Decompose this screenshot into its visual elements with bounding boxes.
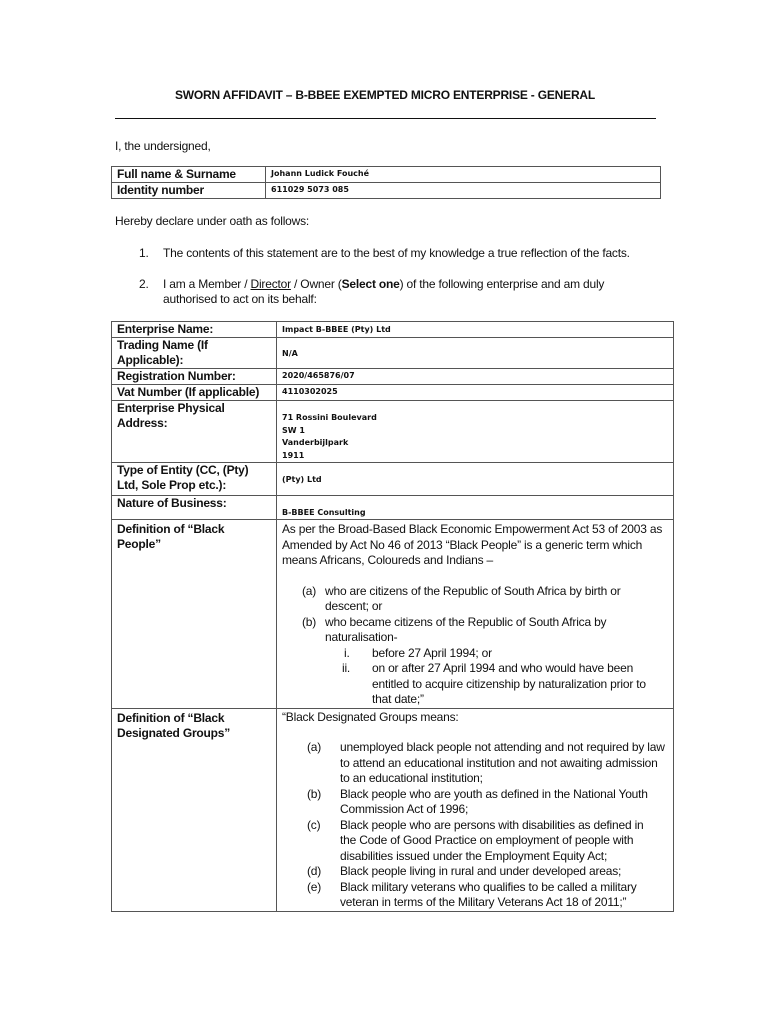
item-text: veteran in terms of the Military Veterans Act 18 of 2011;”: [340, 895, 627, 909]
black-people-label-line1: Definition of “Black: [117, 522, 225, 536]
item-marker: ii.: [342, 661, 351, 675]
physical-address-value: [277, 401, 674, 463]
item-text: on or after 27 April 1994 and who would have been: [372, 661, 634, 675]
item-text: Black people living in rural and under developed areas;: [340, 864, 622, 878]
statement-2-mid: / Owner (: [290, 277, 342, 291]
black-people-intro-1: As per the Broad-Based Black Economic Empowerment Act 53 of 2003 as: [282, 522, 663, 536]
designated-intro: “Black Designated Groups means:: [282, 709, 459, 724]
item-text: Black people who are persons with disabilities as defined in: [340, 817, 644, 832]
designated-groups-label: [112, 708, 277, 911]
statement-2-pre: I am a Member /: [163, 277, 251, 291]
black-people-label: [112, 520, 277, 709]
statement-1-text: The contents of this statement are to the best of my knowledge a true reflection of the facts.: [163, 246, 630, 260]
entity-type-label: [112, 463, 277, 496]
item-marker: (b): [302, 614, 317, 629]
item-text: Commission Act of 1996;: [340, 802, 469, 816]
physical-address-label-line2: Address:: [117, 416, 168, 430]
trading-name-label-line1: Trading Name (If: [117, 338, 208, 352]
registration-number-value: 2020/465876/07: [277, 369, 674, 385]
black-people-label-line2: People”: [117, 537, 161, 551]
black-people-intro-2: Amended by Act No 46 of 2013 “Black People” is a generic term which: [282, 537, 643, 552]
statement-1-number: 1.: [139, 246, 149, 260]
vat-number-value: 4110302025: [277, 385, 674, 401]
item-text: unemployed black people not attending and not required by law: [340, 740, 665, 754]
black-people-definition: [277, 520, 674, 709]
designated-groups-label-line1: Definition of “Black: [117, 710, 225, 725]
item-text: to attend an educational institution and not awaiting admission: [340, 755, 658, 770]
enterprise-table: [111, 321, 674, 912]
item-marker: (a): [302, 583, 317, 598]
item-text: naturalisation-: [325, 630, 398, 644]
designated-item-c: [282, 818, 673, 865]
entity-type-label-line1: Type of Entity (CC, (Pty): [117, 463, 249, 477]
item-text: before 27 April 1994; or: [372, 645, 492, 660]
item-marker: (c): [307, 817, 321, 832]
item-text: Black people who are youth as defined in the National Youth: [340, 786, 648, 801]
statement-2-post: ) of the following enterprise and am duly: [399, 277, 605, 291]
entity-type-label-line2: Ltd, Sole Prop etc.):: [117, 478, 227, 492]
black-people-item-b: [282, 615, 673, 646]
entity-type-value: (Pty) Ltd: [277, 463, 674, 496]
trading-name-value: N/A: [277, 338, 674, 369]
director-option: Director: [250, 277, 291, 291]
nature-of-business-label: Nature of Business:: [112, 496, 277, 520]
item-text: who became citizens of the Republic of South Africa by: [325, 614, 607, 629]
designated-item-a: [282, 740, 673, 787]
identity-number-label: Identity number: [112, 183, 266, 199]
title-divider: [115, 118, 656, 119]
designated-groups-definition: [277, 708, 674, 911]
identity-number-value: 611029 5073 085: [266, 183, 661, 199]
statement-2-line2: authorised to act on its behalf:: [163, 292, 317, 306]
designated-item-d: [282, 864, 673, 880]
physical-address-label-line1: Enterprise Physical: [117, 401, 225, 415]
item-text: who are citizens of the Republic of South Africa by birth or: [325, 583, 621, 598]
registration-number-label: Registration Number:: [112, 369, 277, 385]
address-line: Vanderbijlpark: [282, 438, 349, 447]
identity-table: [111, 166, 661, 199]
declare-text: Hereby declare under oath as follows:: [115, 214, 310, 228]
black-people-item-ii: [282, 661, 673, 708]
trading-name-label-line2: Applicable):: [117, 353, 184, 367]
item-marker: (b): [307, 786, 322, 801]
item-text: descent; or: [325, 599, 383, 613]
address-line: 71 Rossini Boulevard: [282, 413, 377, 422]
designated-groups-label-line2: Designated Groups”: [117, 725, 231, 740]
full-name-label: Full name & Surname: [112, 167, 266, 183]
item-text: entitled to acquire citizenship by naturalization prior to: [372, 676, 646, 691]
statement-2-number: 2.: [139, 277, 149, 291]
item-marker: (d): [307, 864, 322, 878]
select-one-label: Select one: [341, 277, 400, 291]
item-text: that date;”: [372, 692, 424, 706]
intro-text: I, the undersigned,: [115, 139, 211, 153]
black-people-item-i: [282, 646, 673, 662]
enterprise-name-value: Impact B-BBEE (Pty) Ltd: [277, 322, 674, 338]
black-people-item-a: [282, 584, 673, 615]
trading-name-label: [112, 338, 277, 369]
item-text: to an educational institution;: [340, 771, 483, 785]
address-line: SW 1: [282, 425, 305, 435]
designated-item-b: [282, 787, 673, 818]
physical-address-label: [112, 401, 277, 463]
nature-of-business-value: B-BBEE Consulting: [277, 496, 674, 520]
item-marker: (a): [307, 740, 322, 754]
item-marker: i.: [344, 645, 350, 660]
designated-item-e: [282, 880, 673, 911]
item-marker: (e): [307, 879, 322, 894]
black-people-intro-3: means Africans, Coloureds and Indians –: [282, 553, 493, 567]
document-title: SWORN AFFIDAVIT – B-BBEE EXEMPTED MICRO ENTERPRISE - GENERAL: [174, 88, 596, 102]
statement-2-text: [163, 277, 604, 291]
enterprise-name-label: Enterprise Name:: [112, 322, 277, 338]
item-text: Black military veterans who qualifies to be called a military: [340, 879, 637, 894]
item-text: disabilities issued under the Employment Equity Act;: [340, 848, 608, 863]
address-line: 1911: [282, 450, 305, 460]
item-text: the Code of Good Practice on employment of people with: [340, 833, 634, 847]
vat-number-label: Vat Number (If applicable): [112, 385, 277, 401]
full-name-value: Johann Ludick Fouché: [266, 167, 661, 183]
